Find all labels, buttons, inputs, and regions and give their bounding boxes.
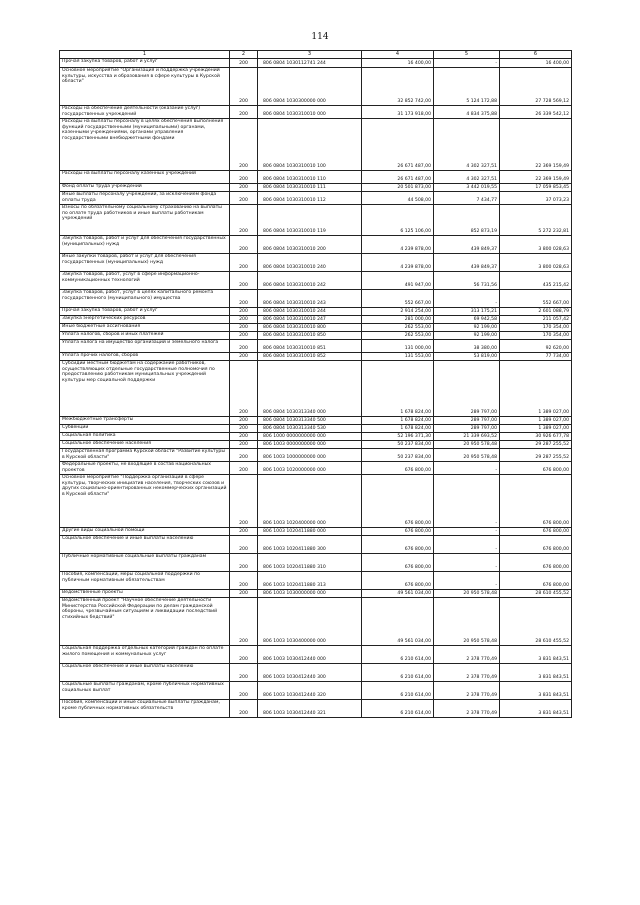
approved-amount-cell: 281 000,00	[362, 316, 434, 324]
unexecuted-amount-cell: 435 215,42	[500, 272, 572, 290]
line-code-cell: 200	[230, 425, 258, 433]
page-number: 114	[311, 32, 329, 42]
budget-code-cell: 806 0804 1030310010 800	[258, 324, 362, 332]
budget-code-cell: 806 0804 1030310010 112	[258, 192, 362, 205]
table-row	[60, 205, 572, 236]
executed-amount-cell: 21 339 693,52	[434, 433, 500, 441]
executed-amount-cell: 313 175,21	[434, 308, 500, 316]
line-code-cell: 200	[230, 68, 258, 106]
executed-amount-cell: 20 950 578,48	[434, 598, 500, 646]
approved-amount-cell: 676 800,00	[362, 475, 434, 528]
table-row	[60, 590, 572, 598]
row-name-cell: Уплата прочих налогов, сборов	[60, 353, 230, 361]
row-name-cell: Межбюджетные трансферты	[60, 417, 230, 425]
budget-code-cell: 806 1003 1020411880 313	[258, 572, 362, 590]
unexecuted-amount-cell: 22 369 159,49	[500, 171, 572, 184]
line-code-cell: 200	[230, 308, 258, 316]
approved-amount-cell: 4 239 878,00	[362, 254, 434, 272]
approved-amount-cell: 1 678 824,00	[362, 425, 434, 433]
row-name-cell: Закупка товаров, работ, услуг в сфере информационно-коммуникационных технологий	[60, 272, 230, 290]
row-name-cell: Иные бюджетные ассигнования	[60, 324, 230, 332]
budget-code-cell: 806 0804 1030310010 242	[258, 272, 362, 290]
column-header: 6	[500, 51, 572, 59]
unexecuted-amount-cell: 28 610 455,52	[500, 598, 572, 646]
column-header: 5	[434, 51, 500, 59]
executed-amount-cell: 20 950 578,48	[434, 590, 500, 598]
table-row	[60, 462, 572, 475]
line-code-cell: 200	[230, 361, 258, 417]
unexecuted-amount-cell: 676 800,00	[500, 475, 572, 528]
budget-code-cell: 806 0804 1030313340 500	[258, 417, 362, 425]
executed-amount-cell: -	[434, 554, 500, 572]
table-row	[60, 536, 572, 554]
budget-code-cell: 806 1003 1020411880 300	[258, 536, 362, 554]
approved-amount-cell: 676 800,00	[362, 462, 434, 475]
table-row	[60, 433, 572, 441]
row-name-cell: Субсидии местным бюджетам на содержание работников, осуществляющих отдельные государственные полномочия по предоставлению работникам муниципальных учреждений культуры мер социальной поддержки	[60, 361, 230, 417]
table-row	[60, 316, 572, 324]
unexecuted-amount-cell: 552 667,00	[500, 290, 572, 308]
table-row	[60, 272, 572, 290]
unexecuted-amount-cell: 29 287 255,52	[500, 441, 572, 449]
executed-amount-cell: 20 950 578,48	[434, 441, 500, 449]
table-row	[60, 682, 572, 700]
approved-amount-cell: 49 561 034,00	[362, 598, 434, 646]
approved-amount-cell: 676 800,00	[362, 554, 434, 572]
unexecuted-amount-cell: 3 831 843,51	[500, 700, 572, 718]
approved-amount-cell: 2 914 254,00	[362, 308, 434, 316]
table-row	[60, 646, 572, 664]
approved-amount-cell: 6 210 614,00	[362, 700, 434, 718]
row-name-cell: Субвенции	[60, 425, 230, 433]
row-name-cell: Иные закупки товаров, работ и услуг для обеспечения государственных (муниципальных) нужд	[60, 254, 230, 272]
executed-amount-cell: -	[434, 475, 500, 528]
table-row	[60, 119, 572, 171]
approved-amount-cell: 6 125 106,00	[362, 205, 434, 236]
executed-amount-cell: -	[434, 528, 500, 536]
approved-amount-cell: 49 561 034,00	[362, 590, 434, 598]
table-row	[60, 572, 572, 590]
unexecuted-amount-cell: 170 354,00	[500, 324, 572, 332]
line-code-cell: 200	[230, 184, 258, 192]
budget-code-cell: 806 0804 1030310010 000	[258, 106, 362, 119]
line-code-cell: 200	[230, 664, 258, 682]
executed-amount-cell: -	[434, 462, 500, 475]
executed-amount-cell: 38 380,00	[434, 340, 500, 353]
row-name-cell: Социальное обеспечение и иные выплаты населению	[60, 664, 230, 682]
line-code-cell: 200	[230, 449, 258, 462]
budget-code-cell: 806 1003 1020400000 000	[258, 475, 362, 528]
line-code-cell: 200	[230, 536, 258, 554]
row-name-cell: Социальная поддержка отдельных категорий граждан по оплате жилого помещения и коммунальных услуг	[60, 646, 230, 664]
line-code-cell: 200	[230, 462, 258, 475]
row-name-cell: Уплата налога на имущество организаций и земельного налога	[60, 340, 230, 353]
row-name-cell: Закупка товаров, работ, услуг в целях капитального ремонта государственного (муниципального) имущества	[60, 290, 230, 308]
executed-amount-cell: 4 302 327,51	[434, 119, 500, 171]
table-row	[60, 171, 572, 184]
table-row	[60, 308, 572, 316]
line-code-cell: 200	[230, 417, 258, 425]
column-header: 1	[60, 51, 230, 59]
unexecuted-amount-cell: 3 800 028,63	[500, 236, 572, 254]
executed-amount-cell: -	[434, 536, 500, 554]
approved-amount-cell: 20 501 873,00	[362, 184, 434, 192]
column-header: 4	[362, 51, 434, 59]
unexecuted-amount-cell: 37 073,23	[500, 192, 572, 205]
table-row	[60, 598, 572, 646]
line-code-cell: 200	[230, 59, 258, 68]
approved-amount-cell: 31 173 918,00	[362, 106, 434, 119]
budget-code-cell: 806 1003 1030412440 300	[258, 664, 362, 682]
approved-amount-cell: 6 210 614,00	[362, 682, 434, 700]
row-name-cell: Другие виды социальной помощи	[60, 528, 230, 536]
executed-amount-cell: 53 819,00	[434, 353, 500, 361]
table-row	[60, 192, 572, 205]
executed-amount-cell: -	[434, 59, 500, 68]
row-name-cell: Закупка товаров, работ и услуг для обеспечения государственных (муниципальных) нужд	[60, 236, 230, 254]
unexecuted-amount-cell: 77 734,00	[500, 353, 572, 361]
line-code-cell: 200	[230, 353, 258, 361]
executed-amount-cell: 2 378 770,49	[434, 700, 500, 718]
executed-amount-cell: 4 302 327,51	[434, 171, 500, 184]
table-row	[60, 332, 572, 340]
executed-amount-cell: -	[434, 572, 500, 590]
row-name-cell: Ведомственные проекты	[60, 590, 230, 598]
row-name-cell: Расходы на выплаты персоналу в целях обеспечения выполнения функций государственными (муниципальными) органами, казенными учреждениями, органами управления государственными внебюджетными фондами	[60, 119, 230, 171]
approved-amount-cell: 6 210 614,00	[362, 664, 434, 682]
row-name-cell: Социальное обеспечение и иные выплаты населению	[60, 536, 230, 554]
approved-amount-cell: 44 508,00	[362, 192, 434, 205]
line-code-cell: 200	[230, 441, 258, 449]
approved-amount-cell: 676 800,00	[362, 572, 434, 590]
line-code-cell: 200	[230, 646, 258, 664]
table-row	[60, 700, 572, 718]
budget-code-cell: 806 0804 1030313340 530	[258, 425, 362, 433]
budget-code-cell: 806 0804 1030310010 200	[258, 236, 362, 254]
unexecuted-amount-cell: 2 601 088,79	[500, 308, 572, 316]
row-name-cell: Социальные выплаты гражданам, кроме публичных нормативных социальных выплат	[60, 682, 230, 700]
approved-amount-cell: 262 553,00	[362, 332, 434, 340]
table-row	[60, 528, 572, 536]
table-row	[60, 236, 572, 254]
executed-amount-cell: 2 378 770,49	[434, 664, 500, 682]
approved-amount-cell: 1 678 824,00	[362, 417, 434, 425]
unexecuted-amount-cell: 676 800,00	[500, 536, 572, 554]
table-row	[60, 340, 572, 353]
line-code-cell: 200	[230, 475, 258, 528]
budget-code-cell: 806 1003 1000000000 000	[258, 449, 362, 462]
budget-code-cell: 806 0804 1030300000 000	[258, 68, 362, 106]
executed-amount-cell: 20 950 578,48	[434, 449, 500, 462]
budget-code-cell: 806 0804 1030313340 000	[258, 361, 362, 417]
line-code-cell: 200	[230, 682, 258, 700]
budget-code-cell: 806 0804 1030112741 244	[258, 59, 362, 68]
unexecuted-amount-cell: 170 354,00	[500, 332, 572, 340]
row-name-cell: Пособия, компенсации, меры социальной поддержки по публичным нормативным обязательствам	[60, 572, 230, 590]
budget-code-cell: 806 1000 0000000000 000	[258, 433, 362, 441]
table-row	[60, 554, 572, 572]
table-row	[60, 68, 572, 106]
line-code-cell: 200	[230, 316, 258, 324]
budget-code-cell: 806 0804 1030310010 244	[258, 308, 362, 316]
row-name-cell: Пособия, компенсации и иные социальные выплаты гражданам, кроме публичных нормативных обязательств	[60, 700, 230, 718]
table-row	[60, 441, 572, 449]
line-code-cell: 200	[230, 528, 258, 536]
table-row	[60, 254, 572, 272]
executed-amount-cell: 439 849,37	[434, 254, 500, 272]
unexecuted-amount-cell: 3 800 028,63	[500, 254, 572, 272]
row-name-cell: Публичные нормативные социальные выплаты гражданам	[60, 554, 230, 572]
line-code-cell: 200	[230, 324, 258, 332]
budget-table	[59, 50, 572, 718]
row-name-cell: Фонд оплаты труда учреждений	[60, 184, 230, 192]
unexecuted-amount-cell: 17 059 853,45	[500, 184, 572, 192]
line-code-cell: 200	[230, 598, 258, 646]
budget-code-cell: 806 0804 1030310010 110	[258, 171, 362, 184]
approved-amount-cell: 1 678 824,00	[362, 361, 434, 417]
line-code-cell: 200	[230, 340, 258, 353]
unexecuted-amount-cell: 3 831 843,51	[500, 664, 572, 682]
executed-amount-cell: 92 199,00	[434, 332, 500, 340]
unexecuted-amount-cell: 92 620,00	[500, 340, 572, 353]
line-code-cell: 200	[230, 572, 258, 590]
unexecuted-amount-cell: 1 389 027,00	[500, 425, 572, 433]
table-header-row	[60, 51, 572, 59]
table-row	[60, 324, 572, 332]
budget-code-cell: 806 0804 1030310010 100	[258, 119, 362, 171]
budget-code-cell: 806 0804 1030310010 247	[258, 316, 362, 324]
unexecuted-amount-cell: 676 800,00	[500, 572, 572, 590]
approved-amount-cell: 4 239 878,00	[362, 236, 434, 254]
budget-code-cell: 806 1003 1030412440 320	[258, 682, 362, 700]
budget-code-cell: 806 1003 1020411880 310	[258, 554, 362, 572]
approved-amount-cell: 26 671 487,00	[362, 119, 434, 171]
approved-amount-cell: 50 237 834,00	[362, 449, 434, 462]
table-row	[60, 353, 572, 361]
approved-amount-cell: 32 852 742,00	[362, 68, 434, 106]
table-row	[60, 664, 572, 682]
row-name-cell: Расходы на обеспечение деятельности (оказание услуг) государственных учреждений	[60, 106, 230, 119]
budget-code-cell: 806 0804 1030310010 243	[258, 290, 362, 308]
budget-code-cell: 806 1003 1020000000 000	[258, 462, 362, 475]
row-name-cell: Прочая закупка товаров, работ и услуг	[60, 308, 230, 316]
line-code-cell: 200	[230, 171, 258, 184]
executed-amount-cell: 5 124 172,88	[434, 68, 500, 106]
unexecuted-amount-cell: 27 728 569,12	[500, 68, 572, 106]
budget-code-cell: 806 0804 1030310010 850	[258, 332, 362, 340]
executed-amount-cell: 852 873,19	[434, 205, 500, 236]
executed-amount-cell: 3 442 019,55	[434, 184, 500, 192]
executed-amount-cell: 92 199,00	[434, 324, 500, 332]
approved-amount-cell: 131 000,00	[362, 340, 434, 353]
line-code-cell: 200	[230, 192, 258, 205]
table-row	[60, 475, 572, 528]
budget-code-cell: 806 0804 1030310010 852	[258, 353, 362, 361]
row-name-cell: Расходы на выплаты персоналу казенных учреждений	[60, 171, 230, 184]
row-name-cell: Взносы по обязательному социальному страхованию на выплаты по оплате труда работников и иные выплаты работникам учреждений	[60, 205, 230, 236]
line-code-cell: 200	[230, 290, 258, 308]
budget-code-cell: 806 0804 1030310010 111	[258, 184, 362, 192]
executed-amount-cell: 2 378 770,49	[434, 682, 500, 700]
executed-amount-cell: -	[434, 290, 500, 308]
line-code-cell: 200	[230, 236, 258, 254]
unexecuted-amount-cell: 211 057,42	[500, 316, 572, 324]
approved-amount-cell: 50 237 834,00	[362, 441, 434, 449]
table-row	[60, 184, 572, 192]
approved-amount-cell: 552 667,00	[362, 290, 434, 308]
budget-code-cell: 806 0804 1030310010 119	[258, 205, 362, 236]
approved-amount-cell: 131 553,00	[362, 353, 434, 361]
table-row	[60, 59, 572, 68]
unexecuted-amount-cell: 16 400,00	[500, 59, 572, 68]
executed-amount-cell: 56 731,56	[434, 272, 500, 290]
budget-code-cell: 806 1003 1030412440 000	[258, 646, 362, 664]
unexecuted-amount-cell: 29 287 255,52	[500, 449, 572, 462]
row-name-cell: Ведомственный проект "Научное обеспечение деятельности Министерства Российской Федерации по делам гражданской обороны, чрезвычайным ситуациям и ликвидации последствий стихийных бедствий"	[60, 598, 230, 646]
line-code-cell: 200	[230, 205, 258, 236]
table-row	[60, 417, 572, 425]
unexecuted-amount-cell: 1 389 027,00	[500, 417, 572, 425]
line-code-cell: 200	[230, 332, 258, 340]
column-header: 3	[258, 51, 362, 59]
budget-code-cell: 806 0804 1030310010 851	[258, 340, 362, 353]
unexecuted-amount-cell: 676 800,00	[500, 554, 572, 572]
approved-amount-cell: 262 553,00	[362, 324, 434, 332]
line-code-cell: 200	[230, 433, 258, 441]
unexecuted-amount-cell: 28 610 455,52	[500, 590, 572, 598]
row-name-cell: Федеральные проекты, не входящие в состав национальных проектов	[60, 462, 230, 475]
line-code-cell: 200	[230, 554, 258, 572]
budget-code-cell: 806 1003 1020411880 000	[258, 528, 362, 536]
table-row	[60, 449, 572, 462]
unexecuted-amount-cell: 676 800,00	[500, 528, 572, 536]
executed-amount-cell: 289 797,00	[434, 361, 500, 417]
budget-code-cell: 806 1003 0000000000 000	[258, 441, 362, 449]
table-row	[60, 106, 572, 119]
unexecuted-amount-cell: 22 369 159,49	[500, 119, 572, 171]
approved-amount-cell: 676 800,00	[362, 528, 434, 536]
line-code-cell: 200	[230, 254, 258, 272]
unexecuted-amount-cell: 676 800,00	[500, 462, 572, 475]
approved-amount-cell: 26 671 487,00	[362, 171, 434, 184]
executed-amount-cell: 289 797,00	[434, 417, 500, 425]
row-name-cell: Социальная политика	[60, 433, 230, 441]
executed-amount-cell: 2 378 770,49	[434, 646, 500, 664]
table-row	[60, 290, 572, 308]
row-name-cell: Иные выплаты персоналу учреждений, за исключением фонда оплаты труда	[60, 192, 230, 205]
unexecuted-amount-cell: 5 272 232,81	[500, 205, 572, 236]
line-code-cell: 200	[230, 106, 258, 119]
budget-code-cell: 806 1003 1030400000 000	[258, 598, 362, 646]
budget-code-cell: 806 0804 1030310010 240	[258, 254, 362, 272]
unexecuted-amount-cell: 3 831 843,51	[500, 646, 572, 664]
line-code-cell: 200	[230, 700, 258, 718]
executed-amount-cell: 289 797,00	[434, 425, 500, 433]
row-name-cell: Основное мероприятие "Поддержка организаций в сфере культуры, творческих инициатив населения, творческих союзов и других социально-ориентированных некоммерческих организаций в Курской области"	[60, 475, 230, 528]
row-name-cell: Закупка энергетических ресурсов	[60, 316, 230, 324]
unexecuted-amount-cell: 1 389 027,00	[500, 361, 572, 417]
row-name-cell: Основное мероприятие "Организация и поддержка учреждений культуры, искусства и образования в сфере культуры в Курской области"	[60, 68, 230, 106]
unexecuted-amount-cell: 30 926 677,78	[500, 433, 572, 441]
approved-amount-cell: 16 400,00	[362, 59, 434, 68]
row-name-cell: Социальное обеспечение населения	[60, 441, 230, 449]
budget-code-cell: 806 1003 1030412440 321	[258, 700, 362, 718]
row-name-cell: Уплата налогов, сборов и иных платежей	[60, 332, 230, 340]
row-name-cell: Государственная программа Курской области "Развитие культуры в Курской области"	[60, 449, 230, 462]
approved-amount-cell: 491 947,00	[362, 272, 434, 290]
table-row	[60, 361, 572, 417]
column-header: 2	[230, 51, 258, 59]
approved-amount-cell: 52 196 371,30	[362, 433, 434, 441]
executed-amount-cell: 439 849,37	[434, 236, 500, 254]
line-code-cell: 200	[230, 119, 258, 171]
approved-amount-cell: 676 800,00	[362, 536, 434, 554]
unexecuted-amount-cell: 26 339 542,12	[500, 106, 572, 119]
line-code-cell: 200	[230, 590, 258, 598]
table-row	[60, 425, 572, 433]
line-code-cell: 200	[230, 272, 258, 290]
budget-code-cell: 806 1003 1030000000 000	[258, 590, 362, 598]
executed-amount-cell: 7 434,77	[434, 192, 500, 205]
executed-amount-cell: 69 942,58	[434, 316, 500, 324]
executed-amount-cell: 4 834 375,88	[434, 106, 500, 119]
unexecuted-amount-cell: 3 831 843,51	[500, 682, 572, 700]
approved-amount-cell: 6 210 614,00	[362, 646, 434, 664]
row-name-cell: Прочая закупка товаров, работ и услуг	[60, 59, 230, 68]
